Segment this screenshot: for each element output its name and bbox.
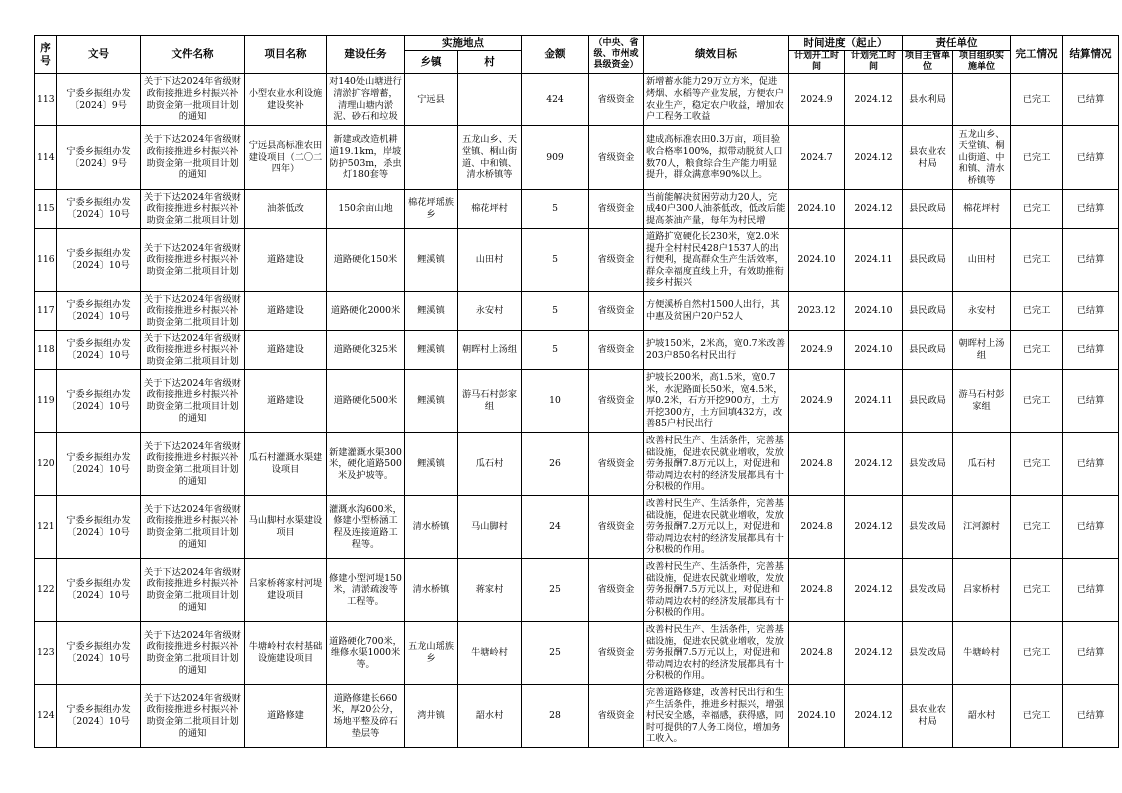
- row-dept: 县民政局: [903, 292, 953, 331]
- row-doc-name: 关于下达2024年省级财政衔接推进乡村振兴补助资金第二批项目计划的通知: [141, 370, 245, 433]
- row-doc-no: 宁委乡振组办发〔2024〕10号: [57, 370, 141, 433]
- row-start: 2024.10: [789, 685, 845, 748]
- table-row: [35, 370, 1119, 433]
- row-start: 2024.7: [789, 126, 845, 190]
- row-completion: 已完工: [1011, 433, 1063, 496]
- row-doc-no: 宁委乡振组办发〔2024〕10号: [57, 496, 141, 559]
- row-task: 道路硬化150米: [327, 229, 405, 292]
- row-performance: 当前能解决贫困劳动力20人，完成40户300人油茶低改，低改后能提高茶油产量，每年为村民增: [644, 190, 789, 229]
- header-doc-no: 文号: [57, 36, 141, 74]
- row-doc-name: 关于下达2024年省级财政衔接推进乡村振兴补助资金第二批项目计划的通知: [141, 622, 245, 685]
- row-start: 2024.8: [789, 433, 845, 496]
- table-row: [35, 229, 1119, 292]
- row-task: 修建小型河堤150米，清淤疏浚等工程等。: [327, 559, 405, 622]
- row-performance: 新增蓄水能力29万立方米，促进烤烟、水稻等产业发展，方便农户农业生产，稳定农户收益，增加农户工程务工收益: [644, 74, 789, 126]
- row-settlement: 已结算: [1063, 74, 1119, 126]
- header-responsible: 责任单位: [903, 36, 1011, 51]
- row-end: 2024.11: [845, 370, 903, 433]
- row-start: 2024.10: [789, 229, 845, 292]
- row-fund-source: 省级资金: [589, 433, 644, 496]
- row-project-name: 道路建设: [245, 331, 327, 370]
- row-settlement: 已结算: [1063, 496, 1119, 559]
- table-row: [35, 126, 1119, 190]
- row-project-name: 吕家桥蒋家村河堤建设项目: [245, 559, 327, 622]
- row-performance: 改善村民生产、生活条件，完善基础设施，促进农民就业增收，发放劳务报酬7.5万元以上，对促进和带动周边农村的经济发展都具有十分积极的作用。: [644, 622, 789, 685]
- header-doc-name: 文件名称: [141, 36, 245, 74]
- row-end: 2024.12: [845, 190, 903, 229]
- row-dept: 县民政局: [903, 331, 953, 370]
- header-completion: 完工情况: [1011, 36, 1063, 74]
- row-settlement: 已结算: [1063, 370, 1119, 433]
- row-project-name: 马山脚村水渠建设项目: [245, 496, 327, 559]
- row-completion: 已完工: [1011, 496, 1063, 559]
- row-start: 2024.9: [789, 74, 845, 126]
- row-project-name: 油茶低改: [245, 190, 327, 229]
- header-fund-source: （中央、省级、市州或县级资金）: [589, 36, 644, 74]
- row-seq: 115: [35, 190, 57, 229]
- row-seq: 116: [35, 229, 57, 292]
- row-impl: 游马石村彭家组: [953, 370, 1011, 433]
- row-amount: 26: [522, 433, 589, 496]
- row-seq: 123: [35, 622, 57, 685]
- row-task: 150余亩山地: [327, 190, 405, 229]
- row-project-name: 道路建设: [245, 229, 327, 292]
- header-town: 乡镇: [405, 51, 458, 74]
- header-village: 村: [458, 51, 522, 74]
- row-task: 道路硬化700米，维修水渠1000米等。: [327, 622, 405, 685]
- row-town: 清水桥镇: [405, 496, 458, 559]
- row-impl: 朝晖村上汤组: [953, 331, 1011, 370]
- header-schedule: 时间进度（起止）: [789, 36, 903, 51]
- row-seq: 124: [35, 685, 57, 748]
- row-end: 2024.12: [845, 433, 903, 496]
- row-task: 灌溉水沟600米，修建小型桥涵工程及连接道路工程等。: [327, 496, 405, 559]
- row-task: 新建或改造机耕道19.1km，岸坡防护503m，杀虫灯180套等: [327, 126, 405, 190]
- row-seq: 119: [35, 370, 57, 433]
- table-row: [35, 622, 1119, 685]
- row-completion: 已完工: [1011, 190, 1063, 229]
- row-doc-name: 关于下达2024年省级财政衔接推进乡村振兴补助资金第一批项目计划的通知: [141, 126, 245, 190]
- row-start: 2024.8: [789, 559, 845, 622]
- row-doc-name: 关于下达2024年省级财政衔接推进乡村振兴补助资金第一批项目计划的通知: [141, 74, 245, 126]
- header-dept: 项目主管单位: [903, 51, 953, 74]
- row-completion: 已完工: [1011, 370, 1063, 433]
- row-amount: 28: [522, 685, 589, 748]
- table-body: [35, 74, 1119, 748]
- table-row: [35, 559, 1119, 622]
- row-project-name: 道路建设: [245, 370, 327, 433]
- row-dept: 县民政局: [903, 370, 953, 433]
- row-performance: 护坡150米，2米高，宽0.7米改善203户850名村民出行: [644, 331, 789, 370]
- row-performance: 护坡长200米，高1.5米，宽0.7米，水泥路面长50米，宽4.5米，厚0.2米，石方开挖900方，土方开挖300方，土方回填432方，改善85户村民出行: [644, 370, 789, 433]
- row-completion: 已完工: [1011, 126, 1063, 190]
- row-doc-no: 宁委乡振组办发〔2024〕9号: [57, 126, 141, 190]
- row-task: 道路硬化500米: [327, 370, 405, 433]
- row-end: 2024.10: [845, 292, 903, 331]
- row-project-name: 道路建设: [245, 292, 327, 331]
- row-start: 2024.8: [789, 622, 845, 685]
- row-amount: 909: [522, 126, 589, 190]
- row-town: 鲤溪镇: [405, 292, 458, 331]
- row-performance: 建成高标准农田0.3万亩，项目验收合格率100%，拟带动脱贫人口数70人，粮食综合生产能力明显提升，群众满意率90%以上。: [644, 126, 789, 190]
- row-town: 鲤溪镇: [405, 433, 458, 496]
- header-impl: 项目组织实施单位: [953, 51, 1011, 74]
- row-fund-source: 省级资金: [589, 370, 644, 433]
- row-doc-name: 关于下达2024年省级财政衔接推进乡村振兴补助资金第二批项目计划: [141, 331, 245, 370]
- row-completion: 已完工: [1011, 331, 1063, 370]
- row-dept: 县发改局: [903, 622, 953, 685]
- row-amount: 25: [522, 622, 589, 685]
- row-village: 游马石村彭家组: [458, 370, 522, 433]
- row-impl: 牛塘岭村: [953, 622, 1011, 685]
- row-settlement: 已结算: [1063, 190, 1119, 229]
- row-settlement: 已结算: [1063, 622, 1119, 685]
- row-task: 道路修建长660米，厚20公分，场地平整及碎石垫层等: [327, 685, 405, 748]
- row-start: 2024.9: [789, 331, 845, 370]
- row-seq: 114: [35, 126, 57, 190]
- row-settlement: 已结算: [1063, 559, 1119, 622]
- row-seq: 121: [35, 496, 57, 559]
- row-impl: 吕家桥村: [953, 559, 1011, 622]
- row-end: 2024.12: [845, 126, 903, 190]
- row-town: 棉花坪瑶族乡: [405, 190, 458, 229]
- row-seq: 118: [35, 331, 57, 370]
- row-settlement: 已结算: [1063, 331, 1119, 370]
- row-doc-name: 关于下达2024年省级财政衔接推进乡村振兴补助资金第二批项目计划的通知: [141, 433, 245, 496]
- row-doc-name: 关于下达2024年省级财政衔接推进乡村振兴补助资金第二批项目计划的通知: [141, 496, 245, 559]
- row-performance: 道路扩宽硬化长230米，宽2.0米提升全村村民428户1537人的出行便利，提高群众生产生活效率，群众幸福度直线上升，有效助推衔接乡村振兴: [644, 229, 789, 292]
- row-impl: 永安村: [953, 292, 1011, 331]
- row-settlement: 已结算: [1063, 229, 1119, 292]
- row-doc-no: 宁委乡振组办发〔2024〕10号: [57, 685, 141, 748]
- row-completion: 已完工: [1011, 622, 1063, 685]
- row-amount: 5: [522, 229, 589, 292]
- row-doc-name: 关于下达2024年省级财政衔接推进乡村振兴补助资金第二批项目计划: [141, 292, 245, 331]
- row-village: 蒋家村: [458, 559, 522, 622]
- header-location: 实施地点: [405, 36, 522, 51]
- row-fund-source: 省级资金: [589, 685, 644, 748]
- row-village: 棉花坪村: [458, 190, 522, 229]
- row-impl: 山田村: [953, 229, 1011, 292]
- row-fund-source: 省级资金: [589, 229, 644, 292]
- row-fund-source: 省级资金: [589, 292, 644, 331]
- row-doc-no: 宁委乡振组办发〔2024〕10号: [57, 292, 141, 331]
- row-settlement: 已结算: [1063, 433, 1119, 496]
- row-village: 牛塘岭村: [458, 622, 522, 685]
- row-end: 2024.12: [845, 496, 903, 559]
- row-project-name: 小型农业水利设施建设奖补: [245, 74, 327, 126]
- row-task: 道路硬化325米: [327, 331, 405, 370]
- header-amount: 金额: [522, 36, 589, 74]
- row-doc-no: 宁委乡振组办发〔2024〕10号: [57, 433, 141, 496]
- row-completion: 已完工: [1011, 292, 1063, 331]
- row-village: 瓜石村: [458, 433, 522, 496]
- row-amount: 5: [522, 190, 589, 229]
- row-project-name: 道路修建: [245, 685, 327, 748]
- row-doc-no: 宁委乡振组办发〔2024〕9号: [57, 74, 141, 126]
- row-town: 鲤溪镇: [405, 370, 458, 433]
- row-impl: 江河源村: [953, 496, 1011, 559]
- header-project-name: 项目名称: [245, 36, 327, 74]
- row-performance: 方便溪桥自然村1500人出行，其中惠及贫困户20户52人: [644, 292, 789, 331]
- row-doc-no: 宁委乡振组办发〔2024〕10号: [57, 229, 141, 292]
- row-amount: 5: [522, 292, 589, 331]
- table-row: [35, 292, 1119, 331]
- row-dept: 县民政局: [903, 190, 953, 229]
- row-task: 道路硬化2000米: [327, 292, 405, 331]
- row-town: 宁远县: [405, 74, 458, 126]
- row-seq: 117: [35, 292, 57, 331]
- row-doc-name: 关于下达2024年省级财政衔接推进乡村振兴补助资金第二批项目计划: [141, 190, 245, 229]
- row-town: 鲤溪镇: [405, 331, 458, 370]
- row-amount: 424: [522, 74, 589, 126]
- header-seq: 序号: [35, 36, 57, 74]
- row-doc-no: 宁委乡振组办发〔2024〕10号: [57, 622, 141, 685]
- row-start: 2023.12: [789, 292, 845, 331]
- row-end: 2024.12: [845, 685, 903, 748]
- row-seq: 113: [35, 74, 57, 126]
- row-town: 湾井镇: [405, 685, 458, 748]
- row-task: 对140处山塘进行清淤扩容增蓄，清理山塘内淤泥、砂石和垃圾: [327, 74, 405, 126]
- row-amount: 5: [522, 331, 589, 370]
- row-town: 鲤溪镇: [405, 229, 458, 292]
- table-row: [35, 496, 1119, 559]
- row-dept: 县发改局: [903, 496, 953, 559]
- table-row: [35, 331, 1119, 370]
- row-settlement: 已结算: [1063, 292, 1119, 331]
- header-start: 计划开工时间: [789, 51, 845, 74]
- row-doc-name: 关于下达2024年省级财政衔接推进乡村振兴补助资金第二批项目计划的通知: [141, 685, 245, 748]
- row-amount: 24: [522, 496, 589, 559]
- row-completion: 已完工: [1011, 685, 1063, 748]
- row-start: 2024.10: [789, 190, 845, 229]
- row-performance: 改善村民生产、生活条件，完善基础设施，促进农民就业增收，发放劳务报酬7.2万元以上，对促进和带动周边农村的经济发展都具有十分积极的作用。: [644, 496, 789, 559]
- row-end: 2024.12: [845, 622, 903, 685]
- row-end: 2024.12: [845, 74, 903, 126]
- row-task: 新建灌溉水渠300米，硬化道路500米及护坡等。: [327, 433, 405, 496]
- row-performance: 改善村民生产、生活条件，完善基础设施，促进农民就业增收，发放劳务报酬7.8万元以上，对促进和带动周边农村的经济发展都具有十分积极的作用。: [644, 433, 789, 496]
- row-fund-source: 省级资金: [589, 622, 644, 685]
- row-end: 2024.12: [845, 559, 903, 622]
- row-performance: 完善道路修建，改善村民出行和生产生活条件，推进乡村振兴，增强村民安全感，幸福感，获得感，同时可提供的7人务工岗位，增加务工收入。: [644, 685, 789, 748]
- row-project-name: 宁远县高标准农田建设项目（二〇二四年）: [245, 126, 327, 190]
- row-impl: 韶水村: [953, 685, 1011, 748]
- row-dept: 县发改局: [903, 433, 953, 496]
- row-project-name: 瓜石村灌溉水渠建设项目: [245, 433, 327, 496]
- table-row: [35, 685, 1119, 748]
- row-completion: 已完工: [1011, 74, 1063, 126]
- row-village: 山田村: [458, 229, 522, 292]
- row-settlement: 已结算: [1063, 126, 1119, 190]
- row-seq: 120: [35, 433, 57, 496]
- header-task: 建设任务: [327, 36, 405, 74]
- header-end: 计划完工时间: [845, 51, 903, 74]
- row-village: 韶水村: [458, 685, 522, 748]
- row-village: [458, 74, 522, 126]
- row-village: 朝晖村上汤组: [458, 331, 522, 370]
- row-fund-source: 省级资金: [589, 331, 644, 370]
- row-project-name: 牛塘岭村农村基础设施建设项目: [245, 622, 327, 685]
- row-end: 2024.11: [845, 229, 903, 292]
- row-settlement: 已结算: [1063, 685, 1119, 748]
- row-dept: 县发改局: [903, 559, 953, 622]
- row-impl: 棉花坪村: [953, 190, 1011, 229]
- row-start: 2024.9: [789, 370, 845, 433]
- row-fund-source: 省级资金: [589, 496, 644, 559]
- row-fund-source: 省级资金: [589, 126, 644, 190]
- row-completion: 已完工: [1011, 229, 1063, 292]
- row-amount: 10: [522, 370, 589, 433]
- row-end: 2024.10: [845, 331, 903, 370]
- row-dept: 县农业农村局: [903, 685, 953, 748]
- row-doc-no: 宁委乡振组办发〔2024〕10号: [57, 190, 141, 229]
- row-village: 五龙山乡、天堂镇、桐山街道、中和镇、清水桥镇等: [458, 126, 522, 190]
- row-completion: 已完工: [1011, 559, 1063, 622]
- row-town: [405, 126, 458, 190]
- row-fund-source: 省级资金: [589, 74, 644, 126]
- row-dept: 县民政局: [903, 229, 953, 292]
- header-settlement: 结算情况: [1063, 36, 1119, 74]
- row-village: 永安村: [458, 292, 522, 331]
- row-dept: 县农业农村局: [903, 126, 953, 190]
- table-row: [35, 190, 1119, 229]
- row-impl: 瓜石村: [953, 433, 1011, 496]
- row-village: 马山脚村: [458, 496, 522, 559]
- header-performance: 绩效目标: [644, 36, 789, 74]
- project-table: [34, 35, 1119, 748]
- row-impl: [953, 74, 1011, 126]
- row-fund-source: 省级资金: [589, 190, 644, 229]
- row-seq: 122: [35, 559, 57, 622]
- table-row: [35, 74, 1119, 126]
- row-start: 2024.8: [789, 496, 845, 559]
- row-doc-name: 关于下达2024年省级财政衔接推进乡村振兴补助资金第二批项目计划: [141, 229, 245, 292]
- row-town: 五龙山瑶族乡: [405, 622, 458, 685]
- row-dept: 县水利局: [903, 74, 953, 126]
- row-town: 清水桥镇: [405, 559, 458, 622]
- table-row: [35, 433, 1119, 496]
- row-amount: 25: [522, 559, 589, 622]
- row-performance: 改善村民生产、生活条件，完善基础设施，促进农民就业增收，发放劳务报酬7.5万元以上，对促进和带动周边农村的经济发展都具有十分积极的作用。: [644, 559, 789, 622]
- row-doc-no: 宁委乡振组办发〔2024〕10号: [57, 331, 141, 370]
- row-impl: 五龙山乡、天堂镇、桐山街道、中和镇、清水桥镇等: [953, 126, 1011, 190]
- row-fund-source: 省级资金: [589, 559, 644, 622]
- row-doc-no: 宁委乡振组办发〔2024〕10号: [57, 559, 141, 622]
- row-doc-name: 关于下达2024年省级财政衔接推进乡村振兴补助资金第二批项目计划的通知: [141, 559, 245, 622]
